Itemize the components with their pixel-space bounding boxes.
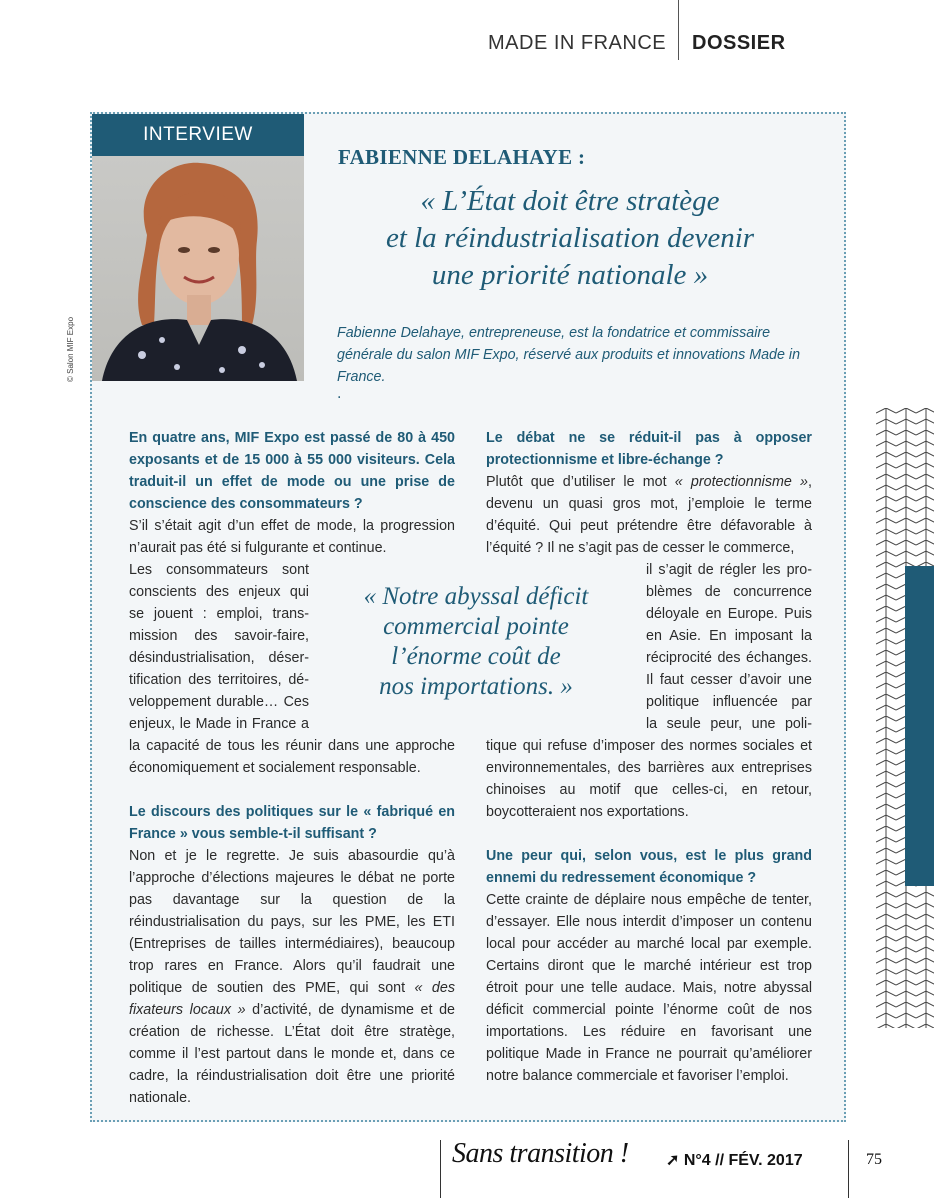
wrap-line: la seule peur, une poli-	[646, 716, 812, 732]
pull-quote-line: commercial pointe	[383, 613, 569, 640]
wrap-line: en Asie. En imposant la	[646, 628, 812, 644]
magazine-logo: Sans transition !	[452, 1138, 629, 1169]
wrap-line: il s’agit de régler les pro-	[646, 562, 812, 578]
footer-divider	[440, 1140, 441, 1198]
section-title: MADE IN FRANCE	[488, 32, 667, 54]
answer-3-intro	[486, 471, 812, 559]
answer-1-wrap	[129, 559, 309, 735]
answer-1-rest: la capacité de tous les réunir dans une approche économiquement et socialement responsable.	[129, 738, 455, 776]
answer-3-part: , devenu un quasi gros mot, j’emploie le terme d’équité. Qui peut prétendre être défavorable à l’équité ? Il ne s’agit pas de cesser le commerce,	[486, 474, 812, 556]
main-quote-line: « L’État doit être stratège	[420, 185, 720, 217]
right-column	[486, 427, 812, 1087]
wrap-line: enjeux, le Made in France a	[129, 716, 309, 732]
wrap-line: tification des territoires, dé-	[129, 672, 309, 688]
question-4: Une peur qui, selon vous, est le plus grand ennemi du redressement économique ?	[486, 848, 812, 886]
wrap-line: se jouent : emploi, trans-	[129, 606, 309, 622]
wrap-line: Les consommateurs sont	[129, 562, 309, 578]
wrap-line: conscients des enjeux qui	[129, 584, 309, 600]
interviewee-name: FABIENNE DELAHAYE :	[338, 145, 586, 169]
wrap-line: mission des savoir-faire,	[129, 628, 309, 644]
wrap-line: désindustrialisation, déser-	[129, 650, 309, 666]
answer-3-part: Plutôt que d’utiliser le mot	[486, 474, 675, 490]
answer-1-intro: S’il s’était agit d’un effet de mode, la progression n’aurait pas été si fulgurante et continue.	[129, 518, 455, 556]
wrap-line: politique influencée par	[646, 694, 812, 710]
answer-2-part: Non et je le regrette. Je suis abasourdie qu’à l’approche d’élections majeures le débat ne porte pas davantage sur la question de la réindustrialisation du pays, sur les PME, les ETI (Entreprises de tailles intermédiaires), beaucoup trop rares en France. Alors qu’il faudrait une politique de soutien des PME, qui sont	[129, 848, 455, 996]
pull-quote-line: « Notre abyssal déficit	[363, 583, 589, 610]
question-1: En quatre ans, MIF Expo est passé de 80 à 450 exposants et de 15 000 à 55 000 visiteurs. Cela traduit-il un effet de mode ou une prise de conscience des consommateurs ?	[129, 430, 455, 512]
answer-3-emphasis: « protectionnisme »	[674, 474, 808, 490]
issue-info: ➚ N°4 // FÉV. 2017	[666, 1152, 803, 1169]
wrap-line: Il faut cesser d’avoir une	[646, 672, 812, 688]
pull-quote-line: l’énorme coût de	[391, 643, 561, 670]
question-2: Le discours des politiques sur le « fabriqué en France » vous semble-t-il suffisant ?	[129, 804, 455, 842]
question-3: Le débat ne se réduit-il pas à opposer protectionnisme et libre-échange ?	[486, 430, 812, 468]
main-quote	[330, 183, 810, 294]
answer-3-wrap	[646, 559, 812, 735]
left-column	[129, 427, 455, 1109]
wrap-line: blèmes de concurrence	[646, 584, 812, 600]
answer-3-rest: tique qui refuse d’imposer des normes sociales et environnementales, des barrières aux entreprises chinoises au motif que celles-ci, en retour, boycotteraient nos exportations.	[486, 738, 812, 820]
answer-2-part: d’activité, de dynamisme et de création de richesse. L’État doit être stratège, comme il l’est partout dans le monde et, dans ce cadre, la réindustrialisation doit être une priorité nationale.	[129, 1002, 455, 1106]
side-accent-bar	[905, 566, 934, 886]
footer-divider	[848, 1140, 849, 1198]
wrap-line: veloppement durable… Ces	[129, 694, 309, 710]
rubric-title: DOSSIER	[692, 32, 786, 54]
main-quote-line: et la réindustrialisation devenir	[385, 222, 755, 254]
page-number: 75	[866, 1151, 882, 1168]
pull-quote-line: nos importations. »	[379, 673, 573, 700]
answer-2	[129, 845, 455, 1109]
header-divider	[678, 0, 679, 60]
intro-paragraph: Fabienne Delahaye, entrepreneuse, est la fondatrice et commissaire générale du salon MIF Expo, réservé aux produits et innovations Made in France.	[337, 325, 801, 385]
wrap-line: réciprocité des échanges.	[646, 650, 812, 666]
main-quote-line: une priorité nationale »	[431, 259, 709, 291]
answer-2-emphasis: « des fixateurs locaux »	[129, 980, 455, 1018]
wrap-line: déloyale en Europe. Puis	[646, 606, 812, 622]
interview-tab: INTERVIEW	[92, 114, 304, 156]
intro-dot: .	[337, 386, 342, 402]
photo-credit: © Salon MIF Expo	[66, 316, 75, 382]
answer-4: Cette crainte de déplaire nous empêche de tenter, d’essayer. Elle nous interdit d’imposer un contenu local pour accéder au marché local par exemple. Certains diront que le marché intérieur est trop étroit pour une telle audace. Mais, notre abyssal déficit commercial pointe l’énorme coût de nos importations. Les réduire en favorisant une politique Made in France ne pourrait qu’améliorer notre balance commerciale et favoriser l’emploi.	[486, 892, 812, 1084]
interviewee-photo	[92, 155, 304, 381]
